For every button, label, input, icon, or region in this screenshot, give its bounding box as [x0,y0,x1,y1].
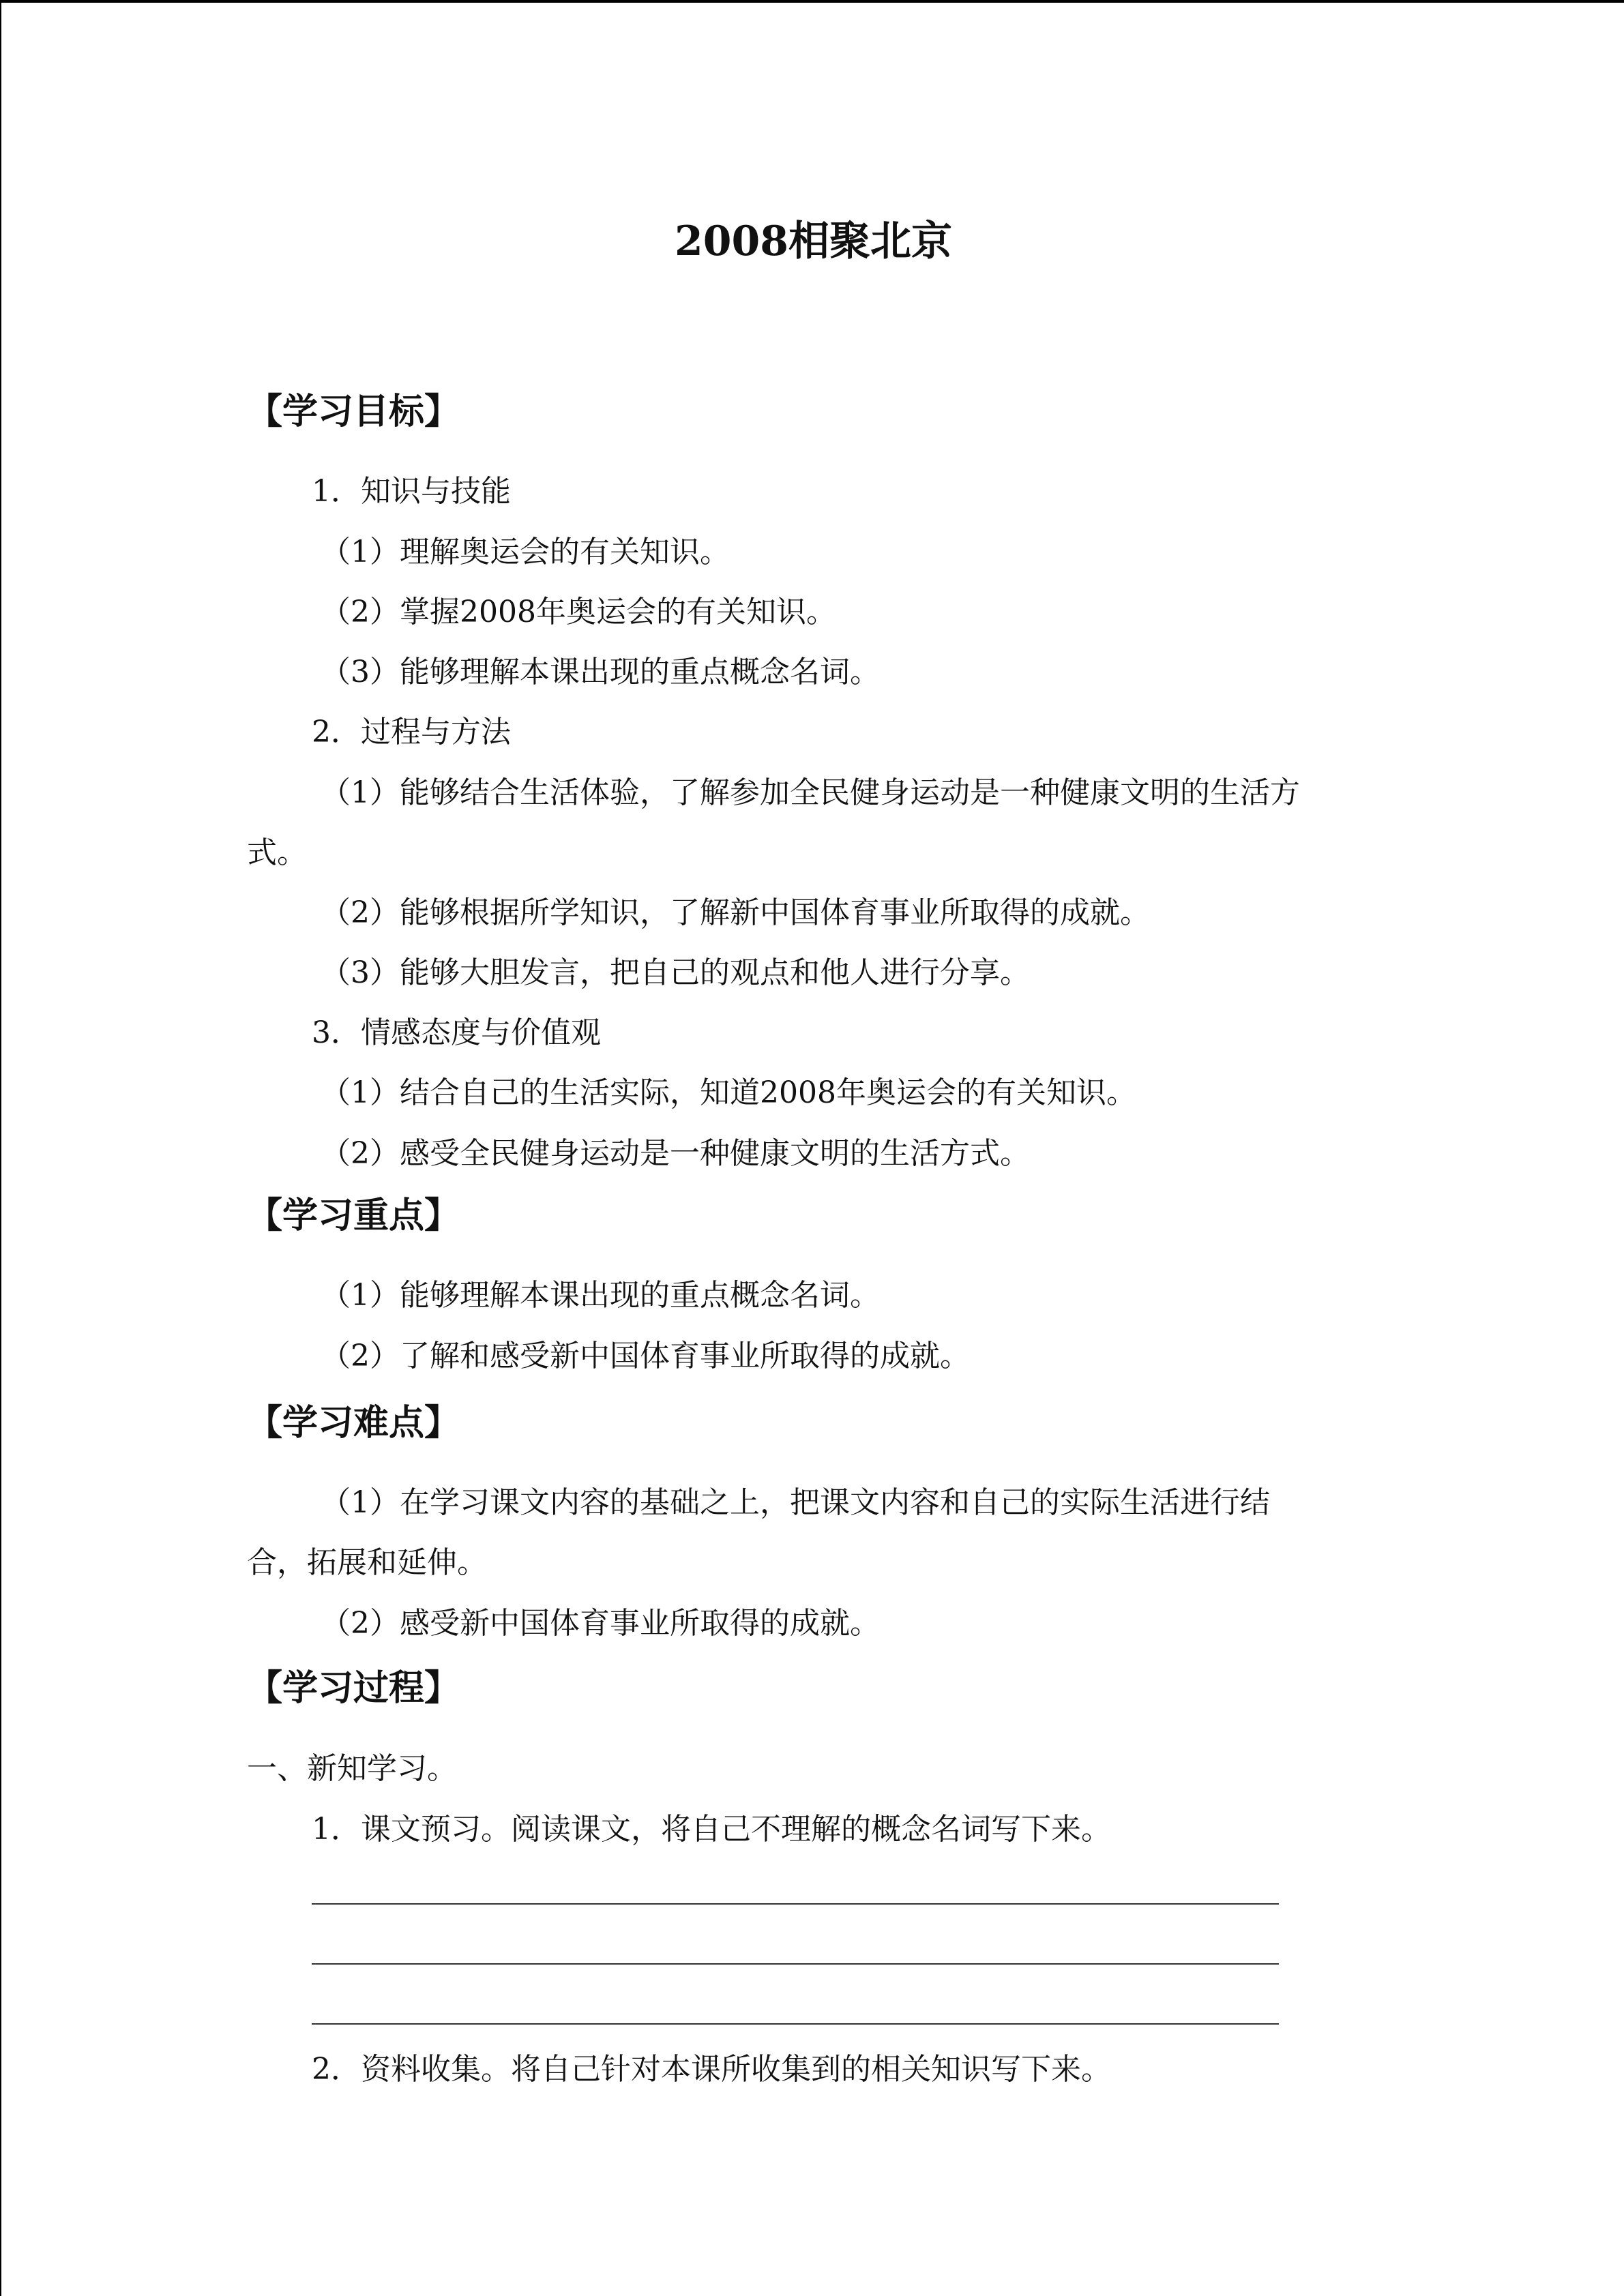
answer-line[interactable] [312,2023,1279,2025]
goals-emotion-item: （1）结合自己的生活实际，知道2008年奥运会的有关知识。 [321,1075,1136,1110]
goals-process-item-continued: 式。 [247,835,307,870]
section-heading-difficulties: 【学习难点】 [247,1403,460,1444]
key-point-item: （2）了解和感受新中国体育事业所取得的成就。 [321,1339,970,1373]
goals-knowledge-item: （2）掌握2008年奥运会的有关知识。 [321,595,836,629]
goals-emotion-label: 3．情感态度与价值观 [312,1015,601,1050]
goals-process-item: （1）能够结合生活体验，了解参加全民健身运动是一种健康文明的生活方 [321,775,1300,810]
section-heading-goals: 【学习目标】 [247,391,460,432]
difficulty-item-continued: 合，拓展和延伸。 [247,1545,487,1580]
difficulty-item: （2）感受新中国体育事业所取得的成就。 [321,1606,880,1641]
section-heading-key-points: 【学习重点】 [247,1195,460,1236]
goals-process-item: （3）能够大胆发言，把自己的观点和他人进行分享。 [321,955,1030,990]
difficulty-item: （1）在学习课文内容的基础之上，把课文内容和自己的实际生活进行结 [321,1485,1270,1520]
document-title: 2008相聚北京 [675,218,952,265]
section-heading-process: 【学习过程】 [247,1668,460,1709]
process-task: 1．课文预习。阅读课文，将自己不理解的概念名词写下来。 [312,1812,1111,1847]
key-point-item: （1）能够理解本课出现的重点概念名词。 [321,1278,880,1313]
answer-line[interactable] [312,1963,1279,1965]
answer-line[interactable] [312,1903,1279,1905]
goals-process-label: 2．过程与方法 [312,715,511,749]
goals-knowledge-item: （1）理解奥运会的有关知识。 [321,535,730,569]
process-part-label: 一、新知学习。 [247,1751,457,1786]
goals-knowledge-label: 1．知识与技能 [312,474,511,509]
goals-emotion-item: （2）感受全民健身运动是一种健康文明的生活方式。 [321,1136,1030,1171]
goals-knowledge-item: （3）能够理解本课出现的重点概念名词。 [321,655,880,689]
goals-process-item: （2）能够根据所学知识，了解新中国体育事业所取得的成就。 [321,895,1150,930]
process-task: 2．资料收集。将自己针对本课所收集到的相关知识写下来。 [312,2052,1111,2087]
